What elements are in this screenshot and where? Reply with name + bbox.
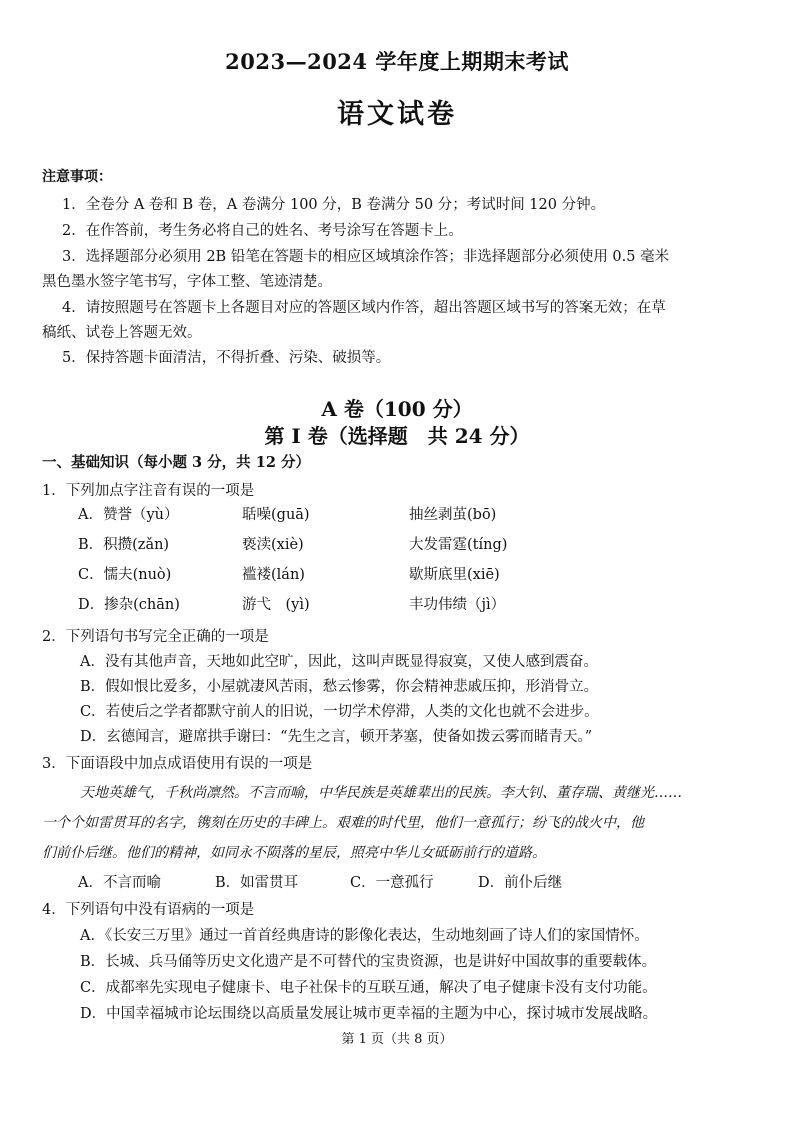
question-1-stem: 1．下列加点字注音有误的一项是: [42, 483, 255, 499]
q1-option: 聒噪(guā): [242, 507, 310, 523]
part-basic-knowledge: 一、基础知识（每小题 3 分，共 12 分）: [42, 454, 310, 471]
q1-option: A．赞誉（yù）: [78, 507, 179, 523]
q1-option: 褴褛(lán): [242, 567, 305, 583]
q3-passage-line: 一个个如雷贯耳的名字，镌刻在历史的丰碑上。艰难的时代里，他们一意孤行；纷飞的战火中，他: [42, 815, 644, 831]
exam-title: 2023—2024 学年度上期期末考试: [225, 49, 569, 74]
notice-item: 2．在作答前，考生务必将自己的姓名、考号涂写在答题卡上。: [62, 223, 463, 239]
q3-passage-line: 们前仆后继。他们的精神，如同永不陨落的星辰，照亮中华儿女砥砺前行的道路。: [42, 845, 546, 861]
q1-option: 抽丝剥茧(bō): [409, 507, 497, 523]
q1-option: 游弋 (yì): [242, 597, 310, 613]
notice-item: 5．保持答题卡面清洁，不得折叠、污染、破损等。: [62, 350, 391, 366]
q3-passage-line: 天地英雄气，千秋尚凛然。不言而喻，中华民族是英雄辈出的民族。李大钊、董存瑞、黄继光……: [80, 785, 682, 801]
q1-option: 亵渎(xiè): [242, 537, 304, 553]
notice-heading: 注意事项：: [42, 169, 112, 185]
q3-option: C．一意孤行: [350, 875, 434, 891]
notice-item: 稿纸、试卷上答题无效。: [42, 325, 202, 341]
q2-option: D．玄德闻言，避席拱手谢曰：“先生之言，顿开茅塞，使备如拨云雾而睹青天。”: [80, 729, 593, 745]
q2-option: C．若使后之学者都默守前人的旧说，一切学术停滞，人类的文化也就不会进步。: [80, 704, 599, 720]
section-a-title: A 卷（100 分）: [321, 397, 473, 421]
page-number: 第 1 页（共 8 页）: [341, 1032, 453, 1047]
q2-option: A．没有其他声音，天地如此空旷，因此，这叫声既显得寂寞，又使人感到震奋。: [80, 654, 598, 670]
question-3-stem: 3．下面语段中加点成语使用有误的一项是: [42, 756, 313, 772]
part-one-title: 第 I 卷（选择题 共 24 分）: [264, 424, 530, 448]
notice-item: 1．全卷分 A 卷和 B 卷，A 卷满分 100 分，B 卷满分 50 分；考试时间 120 分钟。: [62, 197, 606, 213]
q3-option: D．前仆后继: [478, 875, 563, 891]
q3-option: B．如雷贯耳: [215, 875, 299, 891]
q1-option: C．懦夫(nuò): [78, 567, 172, 583]
q1-option: 歇斯底里(xiē): [409, 567, 500, 583]
question-4-stem: 4．下列语句中没有语病的一项是: [42, 902, 255, 918]
q4-option: C．成都率先实现电子健康卡、电子社保卡的互联互通，解决了电子健康卡没有支付功能。: [80, 980, 657, 996]
notice-item: 3．选择题部分必须用 2B 铅笔在答题卡的相应区域填涂作答；非选择题部分必须使用 0.5 毫米: [62, 249, 670, 265]
exam-subtitle: 语文试卷: [337, 99, 457, 130]
q4-option: B．长城、兵马俑等历史文化遗产是不可替代的宝贵资源，也是讲好中国故事的重要载体。: [80, 954, 657, 970]
q1-option: B．积攒(zǎn): [78, 537, 170, 553]
question-2-stem: 2．下列语句书写完全正确的一项是: [42, 629, 269, 645]
q3-option: A．不言而喻: [78, 875, 161, 891]
q4-option: D．中国幸福城市论坛围绕以高质量发展让城市更幸福的主题为中心，探讨城市发展战略。: [80, 1006, 658, 1022]
q4-option: A．《长安三万里》通过一首首经典唐诗的影像化表达，生动地刻画了诗人们的家国情怀。: [80, 928, 649, 944]
q1-option: 丰功伟绩（jì）: [409, 597, 506, 613]
notice-item: 黑色墨水签字笔书写，字体工整、笔迹清楚。: [42, 274, 332, 290]
q1-option: D．掺杂(chān): [78, 597, 180, 613]
q1-option: 大发雷霆(tíng): [409, 537, 508, 553]
q2-option: B．假如恨比爱多，小屋就凄风苦雨，愁云惨雾，你会精神悲戚压抑，形消骨立。: [80, 679, 599, 695]
notice-item: 4．请按照题号在答题卡上各题目对应的答题区域内作答，超出答题区域书写的答案无效；在草: [62, 300, 666, 316]
